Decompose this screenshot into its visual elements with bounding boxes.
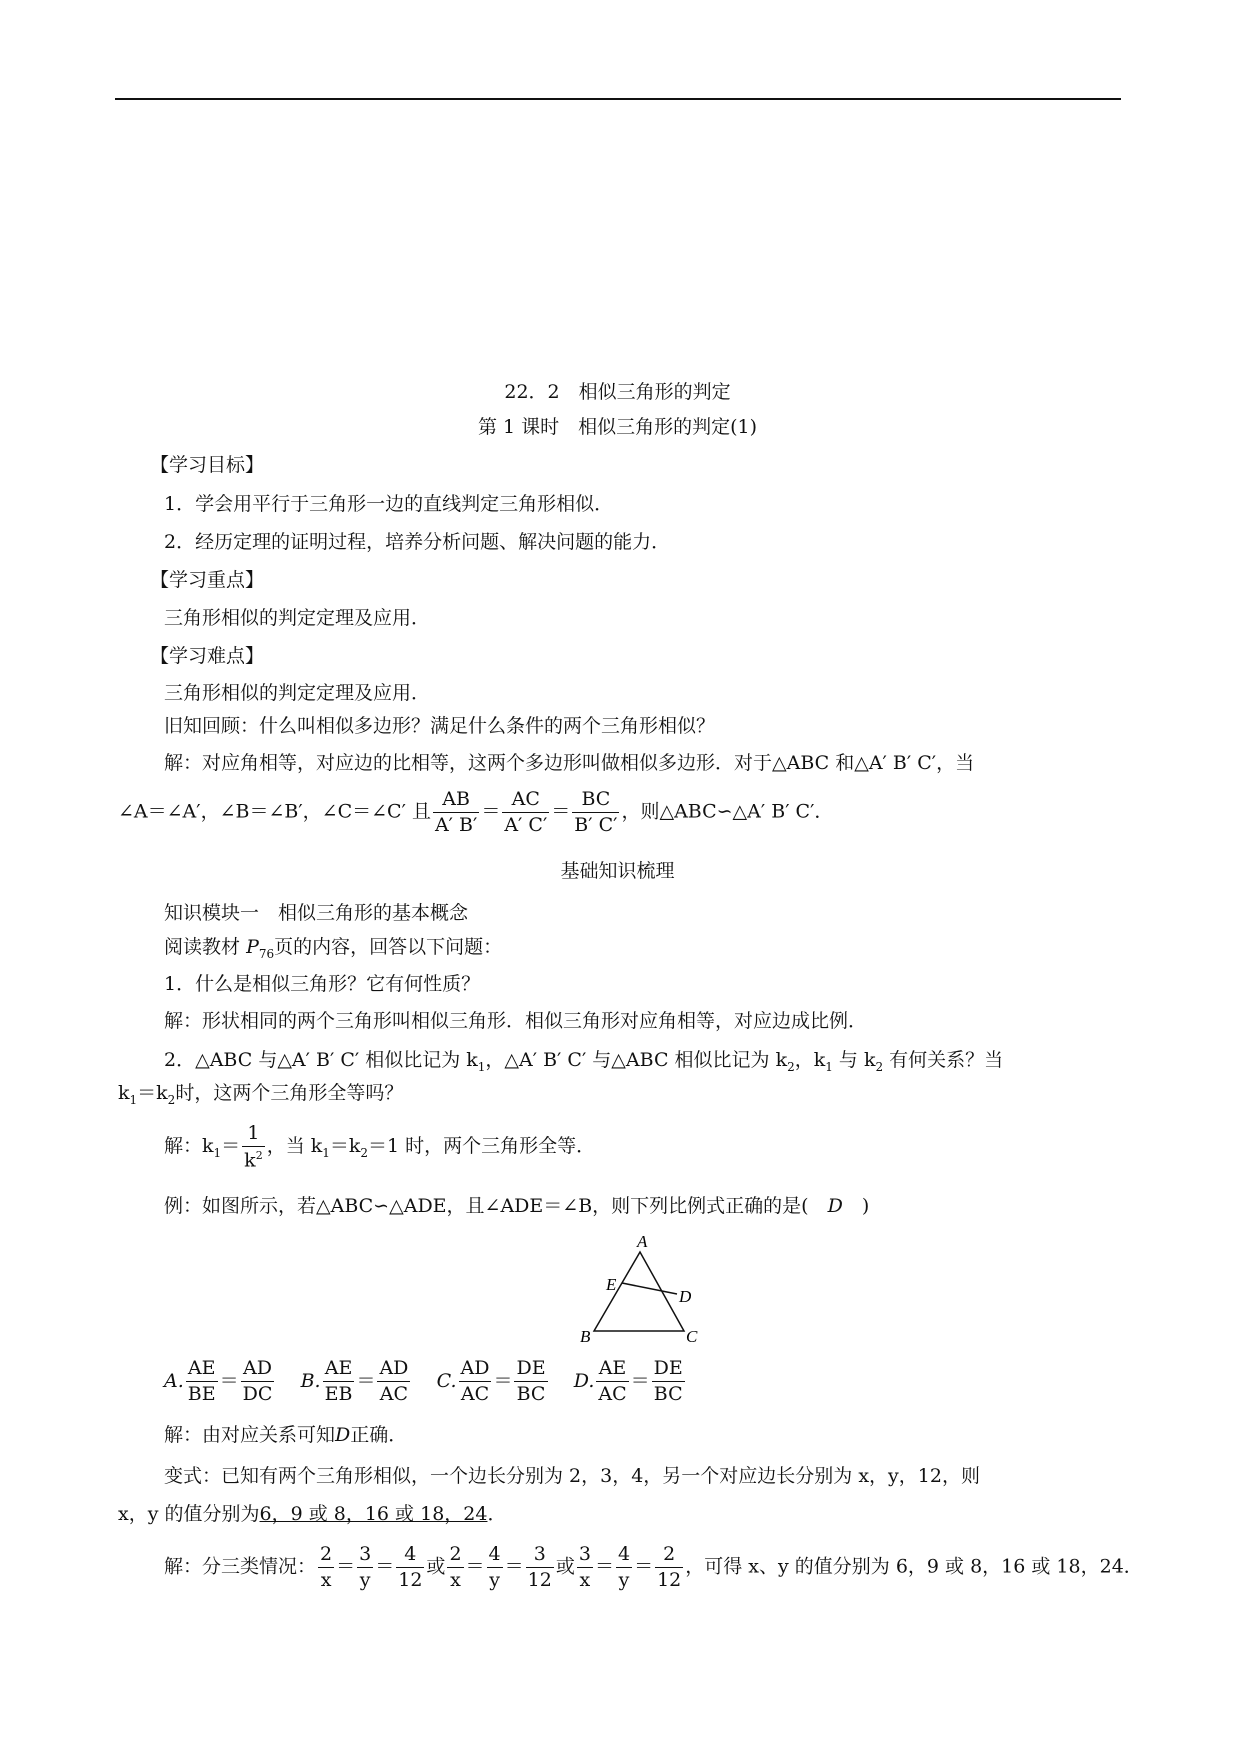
difficulty-text: 三角形相似的判定定理及应用． bbox=[164, 682, 431, 704]
variant-line1: 变式：已知有两个三角形相似，一个边长分别为 2，3，4，另一个对应边长分别为 x，y，12，则 bbox=[164, 1465, 980, 1487]
difficulty-heading: 【学习难点】 bbox=[150, 645, 265, 667]
example-solution: 解：由对应关系可知D正确． bbox=[164, 1424, 408, 1446]
lesson-subtitle: 第 1 课时 相似三角形的判定(1) bbox=[477, 416, 758, 438]
vertex-label-c: C bbox=[686, 1327, 698, 1346]
question-2-line1: 2．△ABC 与△A′ B′ C′ 相似比记为 $k_1$，△A′ B′ C′ 与△ABC 相似比记为 $k_2$，$k_1$ 与 $k_2$ 有何关系？当 bbox=[164, 1049, 1004, 1074]
review-question: 旧知回顾：什么叫相似多边形？满足什么条件的两个三角形相似？ bbox=[164, 715, 716, 737]
page-title: 22．2 相似三角形的判定 bbox=[504, 381, 731, 403]
fraction-ac: $\frac{AC}{A' C'}$ bbox=[504, 788, 548, 836]
option-a: A. $\frac{AE}{BE}$ ＝ $\frac{AD}{DC}$ bbox=[164, 1357, 273, 1405]
variant-answer: 6，9 或 8，16 或 18，24 bbox=[259, 1503, 488, 1525]
section-heading: 基础知识梳理 bbox=[560, 860, 675, 882]
review-answer-line2: ∠A＝∠A′，∠B＝∠B′，∠C＝∠C′ 且 $\frac{AB}{A' B'}$ ＝ $\frac{AC}{A' C'}$ ＝ $\frac{BC}{B' C'}$ ，则△ABC∽△A′ B′ C′． bbox=[118, 788, 834, 836]
answer-1: 解：形状相同的两个三角形叫相似三角形．相似三角形对应角相等，对应边成比例． bbox=[164, 1010, 868, 1032]
question-2-line2: $k_1=k_2$时，这两个三角形全等吗？ bbox=[118, 1082, 404, 1107]
goal-2: 2．经历定理的证明过程，培养分析问题、解决问题的能力． bbox=[164, 531, 671, 553]
option-b: B. $\frac{AE}{EB}$ ＝ $\frac{AD}{AC}$ bbox=[300, 1357, 409, 1405]
example-answer: D bbox=[827, 1195, 843, 1217]
goal-1: 1．学会用平行于三角形一边的直线判定三角形相似． bbox=[164, 493, 614, 515]
module-title: 知识模块一 相似三角形的基本概念 bbox=[164, 902, 469, 924]
vertex-label-e: E bbox=[606, 1275, 617, 1294]
focus-heading: 【学习重点】 bbox=[150, 569, 265, 591]
variant-solution: 解：分三类情况： $\frac{2}{x}$ ＝ $\frac{3}{y}$ ＝ $\frac{4}{12}$ 或 $\frac{2}{x}$ ＝ $\frac{4}{y}$ ＝ $\frac{3}{12}$ 或 $\frac{3}{x}$ ＝ $\frac{4}{y}$ ＝ $\frac{2}{12}$ ，可得 x、y 的值分别为 6，9 或 8，16 或 18，24． bbox=[164, 1543, 1143, 1591]
vertex-label-b: B bbox=[580, 1327, 591, 1346]
review-conclusion: ，则△ABC∽△A′ B′ C′． bbox=[621, 800, 834, 823]
review-answer-line1: 解：对应角相等，对应边的比相等，这两个多边形叫做相似多边形．对于△ABC 和△A′ B′ C′，当 bbox=[164, 752, 975, 774]
goals-heading: 【学习目标】 bbox=[150, 454, 265, 476]
option-c: C. $\frac{AD}{AC}$ ＝ $\frac{DE}{BC}$ bbox=[436, 1357, 546, 1405]
question-1: 1．什么是相似三角形？它有何性质？ bbox=[164, 973, 481, 995]
vertex-label-a: A bbox=[637, 1236, 648, 1251]
fraction-ab: $\frac{AB}{A' B'}$ bbox=[434, 788, 478, 836]
variant-line2: x，y 的值分别为6，9 或 8，16 或 18，24． bbox=[118, 1503, 507, 1525]
review-angles: ∠A＝∠A′，∠B＝∠B′，∠C＝∠C′ 且 bbox=[118, 800, 431, 823]
answer-2: 解：$k_1=$ $\frac{1}{k^2}$ ，当 $k_1=k_2=1$ 时，两个三角形全等． bbox=[164, 1122, 596, 1172]
answer-options bbox=[164, 1359, 687, 1404]
vertex-label-d: D bbox=[679, 1287, 692, 1306]
option-d: D. $\frac{AE}{AC}$ ＝ $\frac{DE}{BC}$ bbox=[573, 1357, 683, 1405]
header-rule bbox=[115, 98, 1121, 100]
triangle-figure bbox=[578, 1236, 708, 1346]
focus-text: 三角形相似的判定定理及应用． bbox=[164, 607, 431, 629]
reading-instruction: 阅读教材 $P_{76}$页的内容，回答以下问题： bbox=[164, 936, 503, 961]
fraction-bc: $\frac{BC}{B' C'}$ bbox=[574, 788, 618, 836]
fraction-1-over-k2: $\frac{1}{k^2}$ bbox=[244, 1122, 263, 1172]
example-question: 例：如图所示，若△ABC∽△ADE，且∠ADE＝∠B，则下列比例式正确的是( D ) bbox=[164, 1195, 870, 1217]
